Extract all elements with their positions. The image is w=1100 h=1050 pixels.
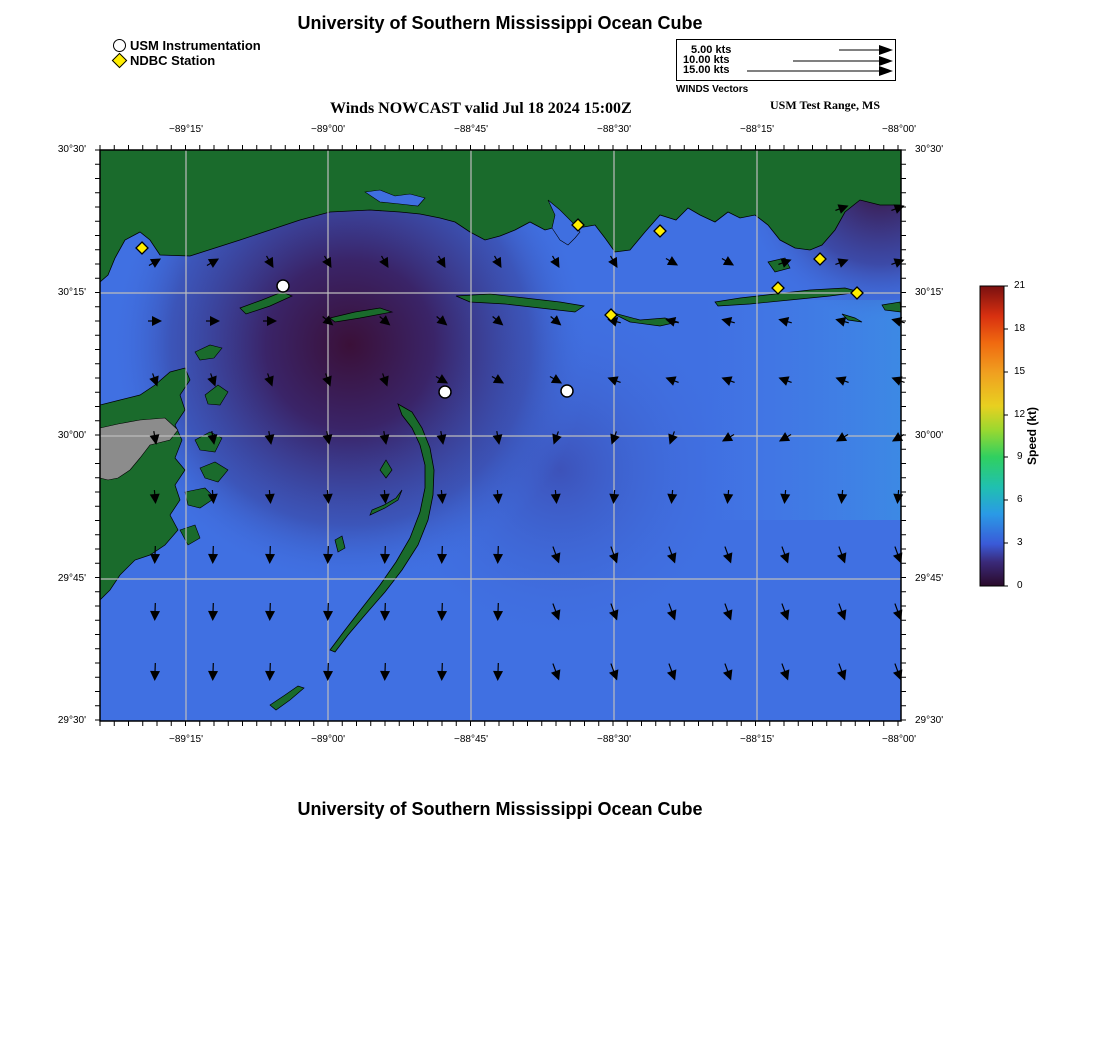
lat-tick-left: 29°30' xyxy=(57,715,86,726)
lat-tick-right: 30°30' xyxy=(915,144,944,155)
legend-usm-label: USM Instrumentation xyxy=(130,38,261,53)
usm-station-icon[interactable] xyxy=(277,280,289,292)
lon-tick-top: −89°15' xyxy=(169,124,203,135)
usm-station-icon[interactable] xyxy=(561,385,573,397)
lat-tick-right: 29°45' xyxy=(915,573,944,584)
usm-station-icon[interactable] xyxy=(439,386,451,398)
lon-tick-top: −88°30' xyxy=(597,124,631,135)
lat-tick-left: 29°45' xyxy=(57,573,86,584)
colorbar-tick-label: 21 xyxy=(1014,280,1026,291)
vector-legend-item: 10.00 kts xyxy=(683,54,730,66)
lon-tick-bottom: −88°45' xyxy=(454,734,488,745)
footer-title: University of Southern Mississippi Ocean Cube xyxy=(297,799,703,819)
colorbar-tick-label: 12 xyxy=(1014,409,1026,420)
colorbar-title: Speed (kt) xyxy=(1025,406,1039,466)
vector-legend-caption: WINDS Vectors xyxy=(676,84,749,95)
vector-legend-item: 5.00 kts xyxy=(691,44,732,56)
colorbar-tick-label: 0 xyxy=(1017,580,1023,591)
colorbar-ramp xyxy=(980,286,1004,586)
lon-tick-top: −88°45' xyxy=(454,124,488,135)
colorbar-ticks xyxy=(1004,286,1008,586)
map-subtitle: Winds NOWCAST valid Jul 18 2024 15:00Z xyxy=(330,100,632,117)
speed-colorbar xyxy=(975,282,1015,592)
lat-tick-right: 29°30' xyxy=(915,715,944,726)
lat-tick-left: 30°30' xyxy=(57,144,86,155)
legend-ndbc-label: NDBC Station xyxy=(130,53,216,68)
lon-tick-bottom: −88°00' xyxy=(882,734,916,745)
colorbar-tick-label: 6 xyxy=(1017,494,1023,505)
lat-tick-right: 30°00' xyxy=(915,430,944,441)
colorbar-tick-label: 9 xyxy=(1017,451,1023,462)
lon-tick-bottom: −89°00' xyxy=(311,734,345,745)
colorbar-tick-label: 15 xyxy=(1014,366,1026,377)
lon-tick-top: −89°00' xyxy=(311,124,345,135)
lat-tick-left: 30°00' xyxy=(57,430,86,441)
lon-tick-bottom: −88°30' xyxy=(597,734,631,745)
lat-tick-right: 30°15' xyxy=(915,287,944,298)
lon-tick-bottom: −88°15' xyxy=(740,734,774,745)
page-title: University of Southern Mississippi Ocean Cube xyxy=(297,13,703,33)
lat-tick-left: 30°15' xyxy=(57,287,86,298)
lon-tick-bottom: −89°15' xyxy=(169,734,203,745)
colorbar-tick-label: 3 xyxy=(1017,537,1023,548)
lon-tick-top: −88°15' xyxy=(740,124,774,135)
lon-tick-top: −88°00' xyxy=(882,124,916,135)
colorbar-tick-label: 18 xyxy=(1014,323,1026,334)
vector-legend-item: 15.00 kts xyxy=(683,64,730,76)
region-label: USM Test Range, MS xyxy=(770,98,881,112)
